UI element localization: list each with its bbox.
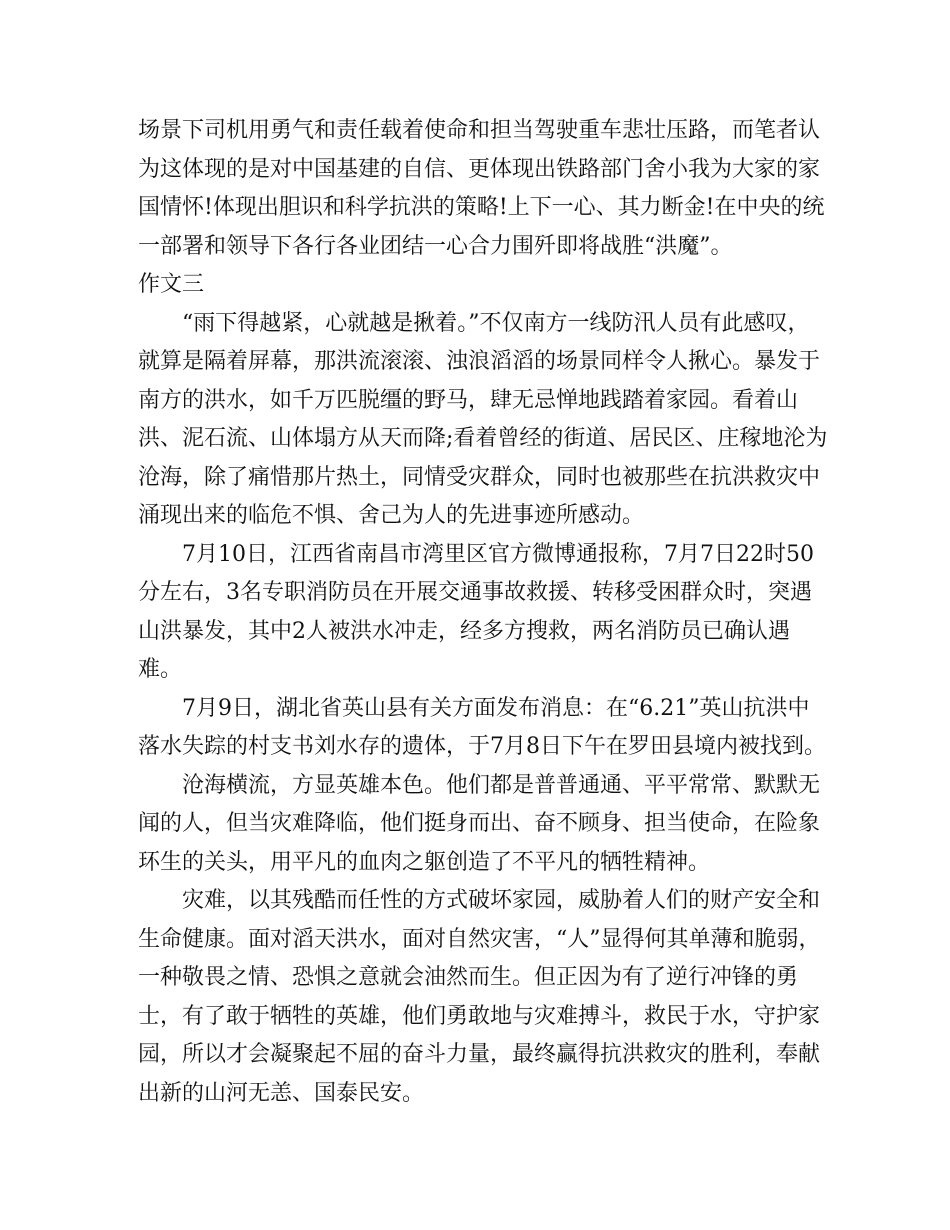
document-page xyxy=(138,112,828,1113)
body-paragraph-2: 7月10日，江西省南昌市湾里区官方微博通报称，7月7日22时50分左右，3名专职消防员在开展交通事故救援、转移受困群众时，突遇山洪暴发，其中2人被洪水冲走，经多方搜救，两名消防员已确认遇难。 xyxy=(138,541,814,682)
intro-paragraph: 场景下司机用勇气和责任载着使命和担当驾驶重车悲壮压路，而笔者认为这体现的是对中国基建的自信、更体现出铁路部门舍小我为大家的家国情怀!体现出胆识和科学抗洪的策略!上下一心、其力断金!在中央的统一部署和领导下各行各业团结一心合力围歼即将战胜“洪魔”。 xyxy=(138,118,825,259)
body-paragraph-1: “雨下得越紧，心就越是揪着。”不仅南方一线防汛人员有此感叹，就算是隔着屏幕，那洪流滚滚、浊浪滔滔的场景同样令人揪心。暴发于南方的洪水，如千万匹脱缰的野马，肆无忌惮地践踏着家园。看着山洪、泥石流、山体塌方从天而降;看着曾经的街道、居民区、庄稼地沦为沧海，除了痛惜那片热土，同情受灾群众，同时也被那些在抗洪救灾中涌现出来的临危不惧、舍己为人的先进事迹所感动。 xyxy=(138,310,828,528)
body-paragraph-3: 7月9日，湖北省英山县有关方面发布消息：在“6.21”英山抗洪中落水失踪的村支书刘水存的遗体，于7月8日下午在罗田县境内被找到。 xyxy=(138,695,826,759)
body-paragraph-5: 灾难，以其残酷而任性的方式破坏家园，威胁着人们的财产安全和生命健康。面对滔天洪水，面对自然灾害，“人”显得何其单薄和脆弱，一种敬畏之情、恐惧之意就会油然而生。但正因为有了逆行冲锋的勇士，有了敢于牺牲的英雄，他们勇敢地与灾难搏斗，救民于水，守护家园，所以才会凝聚起不屈的奋斗力量，最终赢得抗洪救灾的胜利，奉献出新的山河无恙、国泰民安。 xyxy=(138,888,821,1106)
body-paragraph-4: 沧海横流，方显英雄本色。他们都是普普通通、平平常常、默默无闻的人，但当灾难降临，他们挺身而出、奋不顾身、担当使命，在险象环生的关头，用平凡的血肉之躯创造了不平凡的牺牲精神。 xyxy=(138,772,821,875)
section-title: 作文三 xyxy=(138,272,205,297)
